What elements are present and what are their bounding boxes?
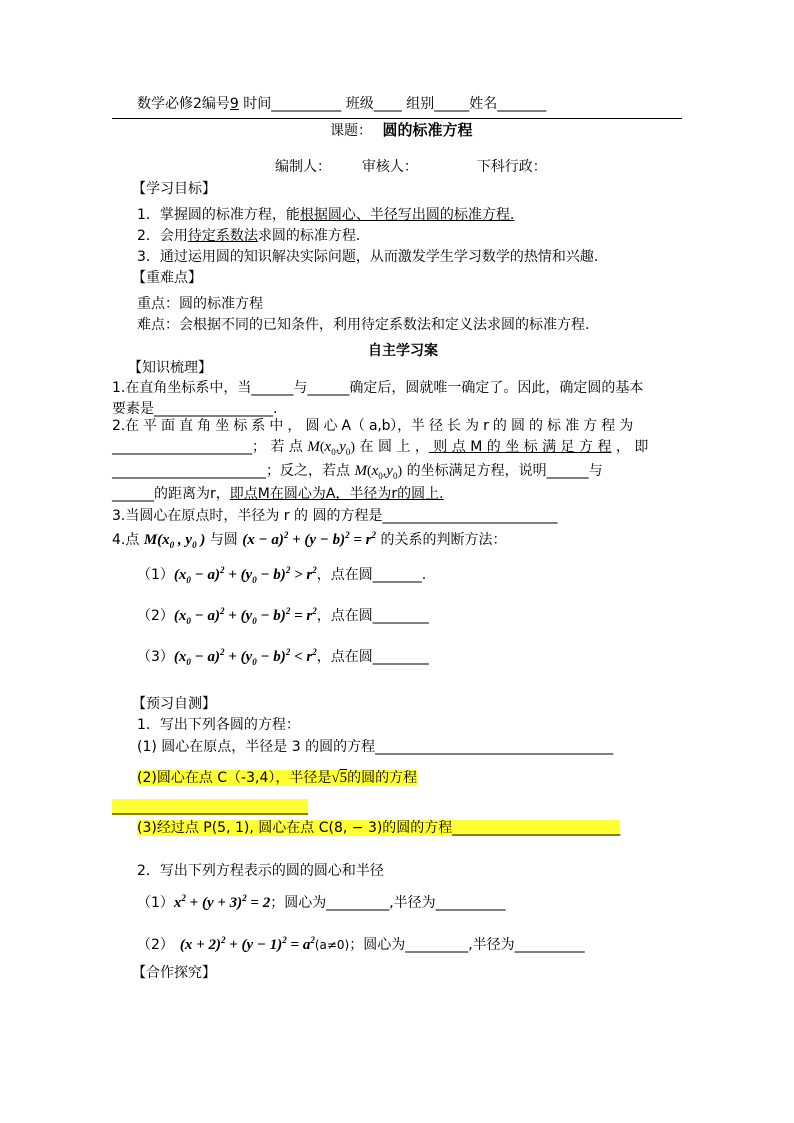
- objective-2: 2．会用待定系数法求圆的标准方程.: [137, 228, 361, 244]
- self-study-title: 自主学习案: [368, 343, 438, 359]
- cooperation-heading: 【合作探究】: [132, 965, 216, 981]
- header-group-blank[interactable]: _____: [434, 96, 470, 112]
- eq1-formula: $x^2 + (y + 3)^2 = 2$: [173, 893, 271, 911]
- sqrt5-formula: √5: [331, 770, 348, 786]
- preview-q1-item-3: (3)经过点 P(5, 1), 圆心在点 C(8, − 3)的圆的方程________________________: [137, 820, 621, 836]
- q1-line2: 要素是_________________.: [112, 401, 278, 417]
- key-point: 重点：圆的标准方程: [137, 296, 263, 312]
- preview-q2-item-2: （2） $(x + 2)^2 + (y - 1)^2 = a^2(a\ne 0)$；圆心为_________,半径为__________: [137, 935, 585, 953]
- header-rule: [112, 118, 682, 119]
- q4-case-2: $(2)(x_0 - a)^2 + (y_0 - b)^2 = r^2$，点在圆________: [137, 606, 429, 626]
- objectives-heading: 【学习目标】: [132, 181, 216, 197]
- preview-q1-item-2: (2)圆心在点 C（-3,4），半径是√5的圆的方程: [137, 770, 418, 786]
- header-name-label: 姓名: [469, 96, 498, 112]
- objective-1: 1．掌握圆的标准方程，能根据圆心、半径写出圆的标准方程.: [137, 207, 515, 223]
- q2-line4: ______的距离为r，即点M在圆心为A，半径为r的圆上.: [112, 486, 444, 502]
- header-group-label: 组别: [406, 96, 435, 112]
- eq2-formula: $(x + 2)^2 + (y - 1)^2 = a^2$: [179, 935, 315, 953]
- header-number: 9: [229, 96, 239, 112]
- header-subject: 数学必修2编号: [137, 96, 230, 112]
- q2-line1: 2.在 平 面 直 角 坐 标 系 中 ， 圆 心 A（ a,b），半 径 长 为 r 的 圆 的 标 准 方 程 为: [112, 418, 634, 434]
- point-m-formula: M: [307, 439, 320, 455]
- q4-point-formula: $M(x_0$ , $y_0$ ): [143, 532, 206, 550]
- header-class-blank[interactable]: ____: [373, 96, 402, 112]
- credit-editor: 编制人：: [275, 159, 331, 175]
- q4-line: 4.点 $M(x_0$ , $y_0$ ) 与圆 $(x - a)^2 + (y - b)^2 = r^2$ 的关系的判断方法：: [112, 530, 507, 550]
- header-name-blank[interactable]: _______: [497, 96, 547, 112]
- q4-case-1: $(1)(x_0 - a)^2 + (y_0 - b)^2 > r^2$，点在圆_______.: [137, 565, 427, 585]
- preview-q2-title: 2．写出下列方程表示的圆的圆心和半径: [137, 863, 384, 879]
- q4-circle-formula: $(x - a)^2 + (y - b)^2 = r^2$: [242, 530, 377, 548]
- lesson-title-line: [330, 120, 472, 141]
- header-time-label: 时间: [243, 96, 272, 112]
- credits-line: [275, 157, 547, 177]
- credit-admin: 下科行政：: [476, 159, 547, 175]
- preview-q1-item-1: (1) 圆心在原点，半径是 3 的圆的方程__________________________________: [137, 739, 614, 755]
- q3-line: 3.当圆心在原点时，半径为 r 的 圆的方程是_________________________: [112, 508, 558, 524]
- lesson-title: 圆的标准方程: [382, 121, 473, 139]
- objective-3: 3．通过运用圆的知识解决实际问题，从而激发学生学习数学的热情和兴趣.: [137, 249, 599, 265]
- q1-line1: 1.在直角坐标系中，当______与______确定后，圆就唯一确定了。因此，确定圆的基本: [112, 380, 644, 396]
- preview-q2-item-1: $(1)x^2 + (y + 3)^2 = 2$；圆心为_________,半径为__________: [137, 893, 506, 911]
- header-line: [137, 94, 546, 114]
- difficulty-point: 难点：会根据不同的已知条件，利用待定系数法和定义法求圆的标准方程.: [137, 317, 590, 333]
- preview-heading: 【预习自测】: [132, 696, 216, 712]
- knowledge-heading: 【知识梳理】: [128, 360, 212, 376]
- header-time-blank[interactable]: __________: [271, 96, 342, 112]
- preview-q1-item-2-blank[interactable]: ____________________________: [112, 799, 308, 815]
- key-points-heading: 【重难点】: [132, 270, 202, 286]
- q4-case-3: $(3)(x_0 - a)^2 + (y_0 - b)^2 < r^2$，点在圆________: [137, 647, 429, 667]
- q2-line2: ____________________； 若 点 $M(x_0,y_0)$ 在 圆 上 ， 则 点 M 的 坐 标 满 足 方 程 ， 即: [112, 439, 649, 457]
- credit-reviewer: 审核人：: [361, 159, 418, 175]
- lesson-label: 课题：: [330, 123, 372, 139]
- preview-q1-title: 1．写出下列各圆的方程：: [137, 717, 300, 733]
- header-class-label: 班级: [345, 96, 374, 112]
- q2-line3: ______________________；反之，若点 $M(x_0,y_0)$ 的坐标满足方程，说明______与: [112, 463, 603, 481]
